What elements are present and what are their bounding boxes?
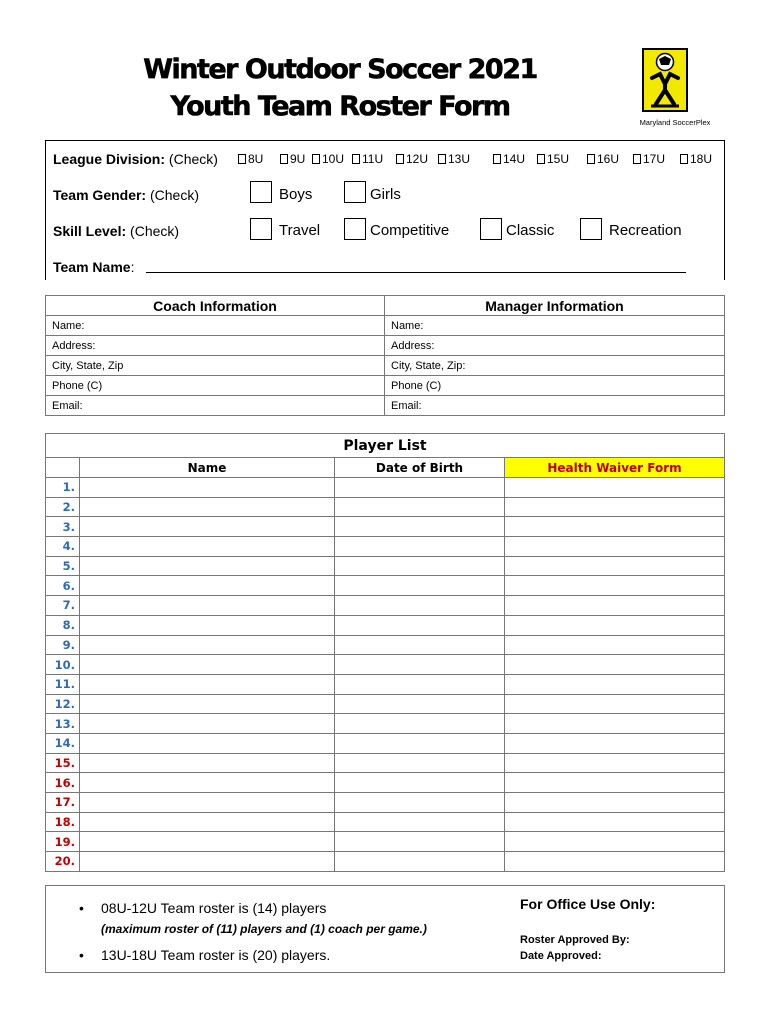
player-number: 18. bbox=[46, 812, 80, 832]
player-row bbox=[46, 793, 725, 813]
checkbox-icon[interactable] bbox=[352, 154, 360, 164]
player-row bbox=[46, 615, 725, 635]
contact-row bbox=[46, 336, 725, 356]
player-name-cell[interactable] bbox=[80, 812, 335, 832]
checkbox-icon[interactable] bbox=[493, 154, 501, 164]
player-list-table bbox=[45, 433, 725, 872]
player-waiver-cell[interactable] bbox=[505, 714, 725, 734]
player-dob-cell[interactable] bbox=[335, 852, 505, 872]
girls-checkbox[interactable] bbox=[344, 181, 366, 203]
player-dob-cell[interactable] bbox=[335, 674, 505, 694]
player-row bbox=[46, 714, 725, 734]
player-number: 10. bbox=[46, 655, 80, 675]
player-name-cell[interactable] bbox=[80, 576, 335, 596]
division-option-18u[interactable] bbox=[680, 152, 712, 166]
manager-field[interactable]: Address: bbox=[385, 336, 725, 356]
player-dob-cell[interactable] bbox=[335, 478, 505, 498]
player-number: 19. bbox=[46, 832, 80, 852]
player-waiver-cell[interactable] bbox=[505, 517, 725, 537]
health-waiver-header: Health Waiver Form bbox=[505, 458, 725, 478]
recreation-checkbox[interactable] bbox=[580, 218, 602, 240]
player-number: 8. bbox=[46, 615, 80, 635]
division-option-13u[interactable] bbox=[438, 152, 470, 166]
player-name-cell[interactable] bbox=[80, 478, 335, 498]
name-header: Name bbox=[80, 458, 335, 478]
checkbox-icon[interactable] bbox=[587, 154, 595, 164]
player-dob-cell[interactable] bbox=[335, 793, 505, 813]
travel-checkbox[interactable] bbox=[250, 218, 272, 240]
player-dob-cell[interactable] bbox=[335, 596, 505, 616]
team-name-label: Team Name: bbox=[53, 259, 135, 275]
player-dob-cell[interactable] bbox=[335, 733, 505, 753]
logo-text: Maryland SoccerPlex bbox=[639, 118, 711, 127]
division-label: 16U bbox=[597, 152, 620, 166]
coach-field[interactable]: Name: bbox=[46, 316, 385, 336]
player-name-cell[interactable] bbox=[80, 655, 335, 675]
player-row bbox=[46, 694, 725, 714]
coach-field[interactable]: City, State, Zip bbox=[46, 356, 385, 376]
roster-note-1-detail: (maximum roster of (11) players and (1) coach per game.) bbox=[101, 922, 427, 936]
player-number: 6. bbox=[46, 576, 80, 596]
player-waiver-cell[interactable] bbox=[505, 655, 725, 675]
division-option-9u[interactable] bbox=[280, 152, 305, 166]
checkbox-icon[interactable] bbox=[396, 154, 404, 164]
player-row bbox=[46, 576, 725, 596]
player-waiver-cell[interactable] bbox=[505, 694, 725, 714]
boys-checkbox[interactable] bbox=[250, 181, 272, 203]
division-option-16u[interactable] bbox=[587, 152, 619, 166]
player-number: 20. bbox=[46, 852, 80, 872]
division-option-15u[interactable] bbox=[537, 152, 569, 166]
player-row bbox=[46, 773, 725, 793]
division-label: 18U bbox=[690, 152, 713, 166]
form-title-line2: Youth Team Roster Form bbox=[170, 91, 510, 122]
player-dob-cell[interactable] bbox=[335, 773, 505, 793]
manager-field[interactable]: Name: bbox=[385, 316, 725, 336]
player-number: 15. bbox=[46, 753, 80, 773]
division-label: 15U bbox=[547, 152, 570, 166]
player-dob-cell[interactable] bbox=[335, 753, 505, 773]
checkbox-icon[interactable] bbox=[280, 154, 288, 164]
division-option-11u[interactable] bbox=[352, 152, 383, 166]
competitive-checkbox[interactable] bbox=[344, 218, 366, 240]
player-dob-cell[interactable] bbox=[335, 832, 505, 852]
division-option-14u[interactable] bbox=[493, 152, 525, 166]
player-row bbox=[46, 832, 725, 852]
player-number: 2. bbox=[46, 497, 80, 517]
player-dob-cell[interactable] bbox=[335, 576, 505, 596]
player-waiver-cell[interactable] bbox=[505, 674, 725, 694]
player-waiver-cell[interactable] bbox=[505, 852, 725, 872]
player-row bbox=[46, 478, 725, 498]
player-number: 16. bbox=[46, 773, 80, 793]
division-label: 11U bbox=[362, 152, 384, 166]
player-row bbox=[46, 852, 725, 872]
manager-field[interactable]: Email: bbox=[385, 396, 725, 416]
league-division-label: League Division: (Check) bbox=[53, 151, 218, 167]
player-row bbox=[46, 635, 725, 655]
competitive-label: Competitive bbox=[370, 222, 450, 239]
checkbox-icon[interactable] bbox=[537, 154, 545, 164]
player-waiver-cell[interactable] bbox=[505, 478, 725, 498]
player-waiver-cell[interactable] bbox=[505, 832, 725, 852]
checkbox-icon[interactable] bbox=[438, 154, 446, 164]
player-list-title: Player List bbox=[46, 434, 725, 458]
player-waiver-cell[interactable] bbox=[505, 773, 725, 793]
division-option-12u[interactable] bbox=[396, 152, 428, 166]
contact-info-table bbox=[45, 295, 725, 416]
classic-checkbox[interactable] bbox=[480, 218, 502, 240]
player-name-cell[interactable] bbox=[80, 852, 335, 872]
player-row bbox=[46, 537, 725, 557]
team-gender-label: Team Gender: (Check) bbox=[53, 187, 200, 203]
coach-field[interactable]: Address: bbox=[46, 336, 385, 356]
manager-field[interactable]: City, State, Zip: bbox=[385, 356, 725, 376]
coach-info-header: Coach Information bbox=[46, 296, 385, 316]
player-number: 11. bbox=[46, 674, 80, 694]
checkbox-icon[interactable] bbox=[680, 154, 688, 164]
player-number: 9. bbox=[46, 635, 80, 655]
division-option-17u[interactable] bbox=[633, 152, 665, 166]
player-number: 13. bbox=[46, 714, 80, 734]
player-row bbox=[46, 733, 725, 753]
player-waiver-cell[interactable] bbox=[505, 733, 725, 753]
player-dob-cell[interactable] bbox=[335, 517, 505, 537]
team-name-input-line[interactable] bbox=[146, 272, 686, 273]
contact-row bbox=[46, 316, 725, 336]
player-dob-cell[interactable] bbox=[335, 537, 505, 557]
soccerplex-logo bbox=[628, 46, 720, 130]
player-number: 17. bbox=[46, 793, 80, 813]
contact-row bbox=[46, 376, 725, 396]
division-option-8u[interactable] bbox=[238, 152, 263, 166]
player-name-cell[interactable] bbox=[80, 714, 335, 734]
skill-level-label: Skill Level: (Check) bbox=[53, 223, 180, 239]
player-number: 5. bbox=[46, 556, 80, 576]
player-waiver-cell[interactable] bbox=[505, 576, 725, 596]
player-waiver-cell[interactable] bbox=[505, 556, 725, 576]
boys-label: Boys bbox=[279, 186, 313, 203]
checkbox-icon[interactable] bbox=[238, 154, 246, 164]
number-header bbox=[46, 458, 80, 478]
dob-header: Date of Birth bbox=[335, 458, 505, 478]
manager-field[interactable]: Phone (C) bbox=[385, 376, 725, 396]
contact-row bbox=[46, 396, 725, 416]
player-row bbox=[46, 655, 725, 675]
player-dob-cell[interactable] bbox=[335, 694, 505, 714]
player-dob-cell[interactable] bbox=[335, 615, 505, 635]
roster-approved-by: Roster Approved By: bbox=[520, 934, 630, 946]
player-number: 1. bbox=[46, 478, 80, 498]
player-row bbox=[46, 517, 725, 537]
player-dob-cell[interactable] bbox=[335, 714, 505, 734]
travel-label: Travel bbox=[279, 222, 321, 239]
player-dob-cell[interactable] bbox=[335, 812, 505, 832]
player-dob-cell[interactable] bbox=[335, 635, 505, 655]
office-use-title: For Office Use Only: bbox=[520, 896, 656, 912]
roster-note-1: • 08U-12U Team roster is (14) players bbox=[79, 900, 327, 916]
checkbox-icon[interactable] bbox=[312, 154, 320, 164]
player-row bbox=[46, 497, 725, 517]
player-name-cell[interactable] bbox=[80, 832, 335, 852]
player-waiver-cell[interactable] bbox=[505, 753, 725, 773]
player-dob-cell[interactable] bbox=[335, 556, 505, 576]
player-row bbox=[46, 812, 725, 832]
player-name-cell[interactable] bbox=[80, 497, 335, 517]
player-number: 4. bbox=[46, 537, 80, 557]
player-row bbox=[46, 753, 725, 773]
player-number: 14. bbox=[46, 733, 80, 753]
player-waiver-cell[interactable] bbox=[505, 793, 725, 813]
player-waiver-cell[interactable] bbox=[505, 615, 725, 635]
form-title-line1: Winter Outdoor Soccer 2021 bbox=[143, 54, 537, 85]
player-waiver-cell[interactable] bbox=[505, 497, 725, 517]
player-name-cell[interactable] bbox=[80, 733, 335, 753]
division-label: 17U bbox=[643, 152, 666, 166]
player-number: 3. bbox=[46, 517, 80, 537]
player-dob-cell[interactable] bbox=[335, 655, 505, 675]
soccer-player-icon bbox=[642, 48, 688, 112]
division-label: 9U bbox=[290, 152, 306, 166]
player-number: 12. bbox=[46, 694, 80, 714]
division-label: 10U bbox=[322, 152, 345, 166]
checkbox-icon[interactable] bbox=[633, 154, 641, 164]
coach-field[interactable]: Phone (C) bbox=[46, 376, 385, 396]
player-name-cell[interactable] bbox=[80, 537, 335, 557]
player-name-cell[interactable] bbox=[80, 615, 335, 635]
division-label: 14U bbox=[503, 152, 526, 166]
player-name-cell[interactable] bbox=[80, 773, 335, 793]
player-dob-cell[interactable] bbox=[335, 497, 505, 517]
player-waiver-cell[interactable] bbox=[505, 537, 725, 557]
division-option-10u[interactable] bbox=[312, 152, 344, 166]
roster-note-2: • 13U-18U Team roster is (20) players. bbox=[79, 947, 331, 963]
player-name-cell[interactable] bbox=[80, 596, 335, 616]
coach-field[interactable]: Email: bbox=[46, 396, 385, 416]
player-waiver-cell[interactable] bbox=[505, 812, 725, 832]
player-row bbox=[46, 674, 725, 694]
player-row bbox=[46, 556, 725, 576]
player-name-cell[interactable] bbox=[80, 635, 335, 655]
division-label: 8U bbox=[248, 152, 264, 166]
player-name-cell[interactable] bbox=[80, 556, 335, 576]
manager-info-header: Manager Information bbox=[385, 296, 725, 316]
division-label: 12U bbox=[406, 152, 429, 166]
date-approved: Date Approved: bbox=[520, 950, 602, 962]
player-name-cell[interactable] bbox=[80, 793, 335, 813]
player-name-cell[interactable] bbox=[80, 517, 335, 537]
division-label: 13U bbox=[448, 152, 471, 166]
recreation-label: Recreation bbox=[609, 222, 682, 239]
player-name-cell[interactable] bbox=[80, 694, 335, 714]
player-number: 7. bbox=[46, 596, 80, 616]
player-name-cell[interactable] bbox=[80, 674, 335, 694]
classic-label: Classic bbox=[506, 222, 555, 239]
player-waiver-cell[interactable] bbox=[505, 635, 725, 655]
contact-row bbox=[46, 356, 725, 376]
player-waiver-cell[interactable] bbox=[505, 596, 725, 616]
girls-label: Girls bbox=[370, 186, 401, 203]
player-name-cell[interactable] bbox=[80, 753, 335, 773]
player-row bbox=[46, 596, 725, 616]
